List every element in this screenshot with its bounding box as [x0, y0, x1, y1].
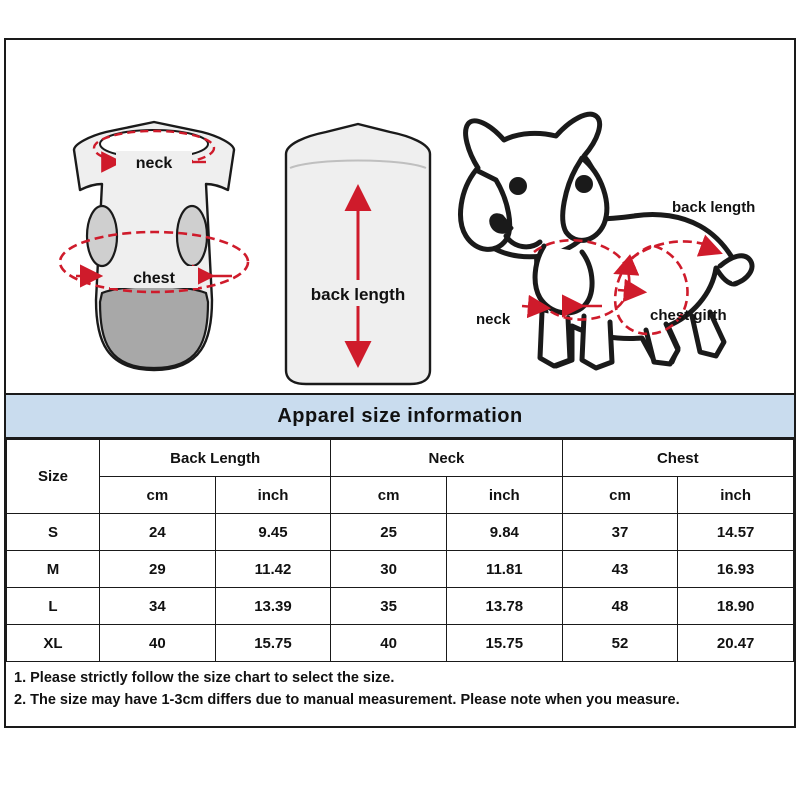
cell-l-neck-cm: 35 [331, 588, 447, 625]
dog-illustration [461, 114, 752, 368]
label-chest-front: chest [133, 270, 175, 287]
size-table [6, 439, 794, 662]
header-unit-chest-inch: inch [678, 477, 794, 514]
row-size-l: L [7, 588, 100, 625]
notes-section [6, 662, 794, 716]
row-size-xl: XL [7, 625, 100, 662]
header-unit-neck-inch: inch [446, 477, 562, 514]
label-dog-chest-girth: chest girth [650, 307, 727, 324]
label-dog-neck: neck [476, 311, 511, 328]
header-unit-chest-cm: cm [562, 477, 678, 514]
cell-s-backlength-cm: 24 [100, 514, 216, 551]
illustration-svg [6, 40, 794, 393]
cell-l-chest-inch: 18.90 [678, 588, 794, 625]
cell-l-backlength-cm: 34 [100, 588, 216, 625]
label-back-length-garment: back length [310, 285, 406, 304]
cell-xl-neck-cm: 40 [331, 625, 447, 662]
label-neck-front: neck [135, 155, 173, 172]
cell-l-chest-cm: 48 [562, 588, 678, 625]
cell-l-neck-inch: 13.78 [446, 588, 562, 625]
cell-m-backlength-inch: 11.42 [215, 551, 331, 588]
header-size: Size [7, 440, 100, 514]
table-header-units [7, 477, 794, 514]
cell-s-backlength-inch: 9.45 [215, 514, 331, 551]
row-size-m: M [7, 551, 100, 588]
cell-m-chest-inch: 16.93 [678, 551, 794, 588]
table-row [7, 588, 794, 625]
cell-s-neck-inch: 9.84 [446, 514, 562, 551]
row-size-s: S [7, 514, 100, 551]
cell-xl-chest-cm: 52 [562, 625, 678, 662]
label-dog-back-length: back length [672, 199, 756, 216]
header-unit-neck-cm: cm [331, 477, 447, 514]
table-row [7, 551, 794, 588]
header-group-chest: Chest [562, 440, 793, 477]
cell-m-chest-cm: 43 [562, 551, 678, 588]
header-group-back-length: Back Length [100, 440, 331, 477]
cell-l-backlength-inch: 13.39 [215, 588, 331, 625]
header-unit-backlength-cm: cm [100, 477, 216, 514]
cell-s-neck-cm: 25 [331, 514, 447, 551]
size-chart-sheet [4, 38, 796, 728]
cell-xl-backlength-inch: 15.75 [215, 625, 331, 662]
header-unit-backlength-inch: inch [215, 477, 331, 514]
table-title-bar [6, 395, 794, 439]
table-title: Apparel size information [277, 404, 523, 427]
note-2: 2. The size may have 1-3cm differs due to manual measurement. Please note when you measure. [14, 692, 680, 709]
cell-xl-backlength-cm: 40 [100, 625, 216, 662]
illustration-panel [6, 40, 794, 395]
cell-m-backlength-cm: 29 [100, 551, 216, 588]
note-1: 1. Please strictly follow the size chart to select the size. [14, 670, 395, 686]
cell-xl-neck-inch: 15.75 [446, 625, 562, 662]
cell-s-chest-cm: 37 [562, 514, 678, 551]
cell-s-chest-inch: 14.57 [678, 514, 794, 551]
table-row [7, 514, 794, 551]
cell-m-neck-cm: 30 [331, 551, 447, 588]
front-garment-illustration [60, 122, 248, 370]
table-row [7, 625, 794, 662]
back-garment-illustration [286, 124, 430, 384]
table-header-groups [7, 440, 794, 477]
header-group-neck: Neck [331, 440, 562, 477]
cell-m-neck-inch: 11.81 [446, 551, 562, 588]
cell-xl-chest-inch: 20.47 [678, 625, 794, 662]
